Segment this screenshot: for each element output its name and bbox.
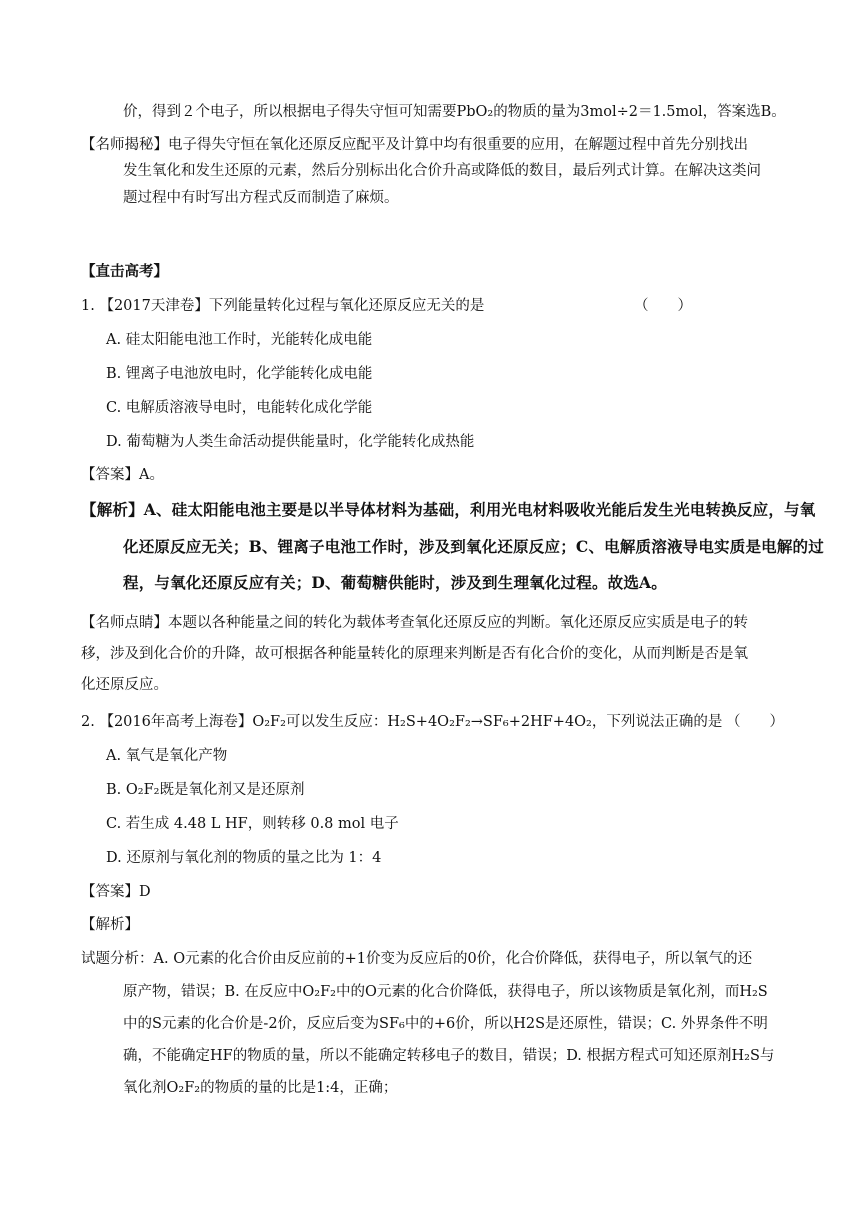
- text-line: 确，不能确定HF的物质的量，所以不能确定转移电子的数目，错误；D. 根据方程式可知还原剂H₂S与: [123, 1048, 775, 1064]
- text-line: 中的S元素的化合价是-2价，反应后变为SF₆中的+6价，所以H2S是还原性，错误；C. 外界条件不明: [123, 1016, 768, 1032]
- text-line: 价，得到２个电子，所以根据电子得失守恒可知需要PbO₂的物质的量为3mol÷2＝1.5mol，答案选B。: [123, 104, 786, 120]
- text-line: 【名师揭秘】电子得失守恒在氧化还原反应配平及计算中均有很重要的应用，在解题过程中首先分别找出: [81, 137, 748, 153]
- text-line: 题过程中有时写出方程式反而制造了麻烦。: [123, 190, 399, 206]
- option-c: C. 电解质溶液导电时，电能转化成化学能: [106, 400, 373, 416]
- answer-line: 【答案】A。: [81, 467, 164, 483]
- answer-bracket: （ ）: [634, 298, 692, 314]
- text-line: 移，涉及到化合价的升降，故可根据各种能量转化的原理来判断是否有化合价的变化，从而判断是否是氧: [81, 646, 748, 662]
- option-b: B. 锂离子电池放电时，化学能转化成电能: [106, 366, 373, 382]
- analysis-line: 程，与氧化还原反应有关；D、葡萄糖供能时，涉及到生理氧化过程。故选A。: [123, 573, 667, 592]
- answer-line: 【答案】D: [81, 884, 151, 900]
- option-c: C. 若生成 4.48 L HF，则转移 0.8 mol 电子: [106, 816, 399, 832]
- section-heading: 【直击高考】: [81, 263, 168, 280]
- option-a: A. 氧气是氧化产物: [106, 748, 228, 764]
- option-d: D. 还原剂与氧化剂的物质的量之比为 1：4: [106, 850, 382, 866]
- answer-bracket: （ ）: [726, 714, 784, 730]
- text-line: 氧化剂O₂F₂的物质的量的比是1:4，正确；: [123, 1080, 398, 1096]
- text-line: 原产物，错误；B. 在反应中O₂F₂中的O元素的化合价降低，获得电子，所以该物质是氧化剂，而H₂S: [123, 984, 768, 1000]
- text-line: 发生氧化和发生还原的元素，然后分别标出化合价升高或降低的数目，最后列式计算。在解决这类问: [123, 163, 761, 179]
- option-d: D. 葡萄糖为人类生命活动提供能量时，化学能转化成热能: [106, 434, 475, 450]
- text-line: 试题分析：A. O元素的化合价由反应前的+1价变为反应后的0价，化合价降低，获得电子，所以氧气的还: [81, 951, 753, 967]
- option-b: B. O₂F₂既是氧化剂又是还原剂: [106, 782, 305, 798]
- text-line: 【解析】: [81, 917, 139, 933]
- question-2: 2. 【2016年高考上海卷】O₂F₂可以发生反应：H₂S+4O₂F₂→SF₆+2HF+4O₂，下列说法正确的是: [81, 714, 723, 730]
- question-1: 1. 【2017天津卷】下列能量转化过程与氧化还原反应无关的是: [81, 298, 485, 314]
- analysis-line: 化还原反应无关；B、锂离子电池工作时，涉及到氧化还原反应；C、电解质溶液导电实质是电解的过: [123, 537, 824, 556]
- option-a: A. 硅太阳能电池工作时，光能转化成电能: [106, 332, 373, 348]
- text-line: 【名师点睛】本题以各种能量之间的转化为载体考查氧化还原反应的判断。氧化还原反应实质是电子的转: [81, 615, 748, 631]
- text-line: 化还原反应。: [81, 677, 168, 693]
- analysis-line: 【解析】A、硅太阳能电池主要是以半导体材料为基础，利用光电材料吸收光能后发生光电转换反应，与氧: [81, 500, 816, 519]
